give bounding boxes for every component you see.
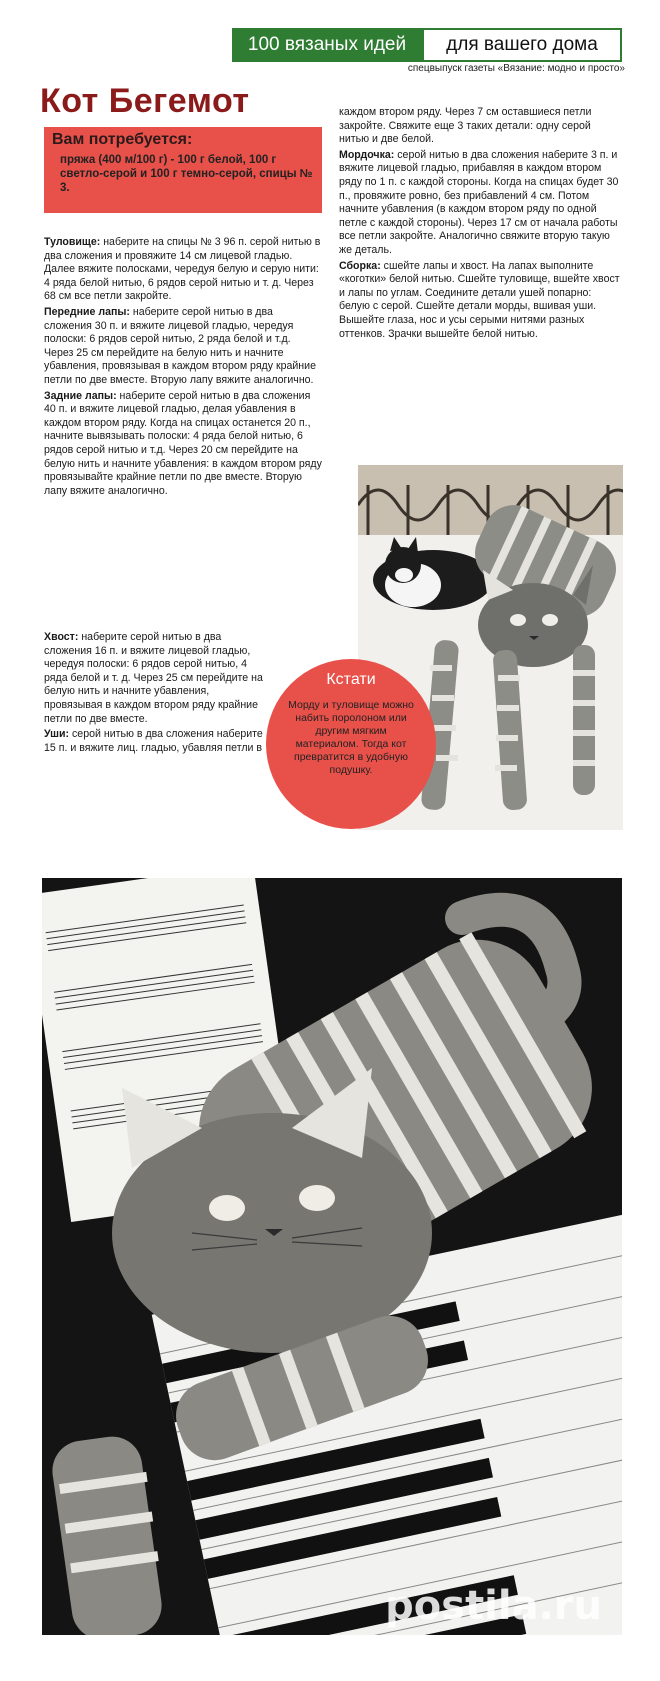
section-label: Задние лапы: [44,389,117,402]
section-label: Хвост: [44,631,79,643]
photo-knitted-cat-piano [42,878,622,1635]
section-label: Мордочка: [339,148,395,161]
banner-right: для вашего дома [422,28,622,62]
text-column-left-lower [44,631,266,757]
section-label: Уши: [44,728,70,741]
section-text: наберите серой нитью в два сложения 30 п. и вяжите лицевой гладью, чередуя полоски: 6 рядов серой нитью, 2 ряда белой и т.д. Через 25 см перейдите на белую нить и начните убавления, провязывая в каждом втором ряду крайние петли по две вместе. Вторую лапу вяжите аналогично. [44,305,316,386]
section-tail [44,631,266,726]
section-front-paws [44,306,322,388]
page-title: Кот Бегемот [40,82,250,120]
section-assembly [339,260,623,342]
text-column-right [339,106,623,343]
section-text: сшейте лапы и хвост. На лапах выполните «коготки» белой нитью. Сшейте туловище, вшейте хвост и лапы по углам. Соедините детали ушей попарно: белую с серой. Сшейте детали морды, вшивая уши. Вышейте глаза, нос и усы серыми нитями разных оттенков. Зрачки вышейте белой нитью. [339,259,620,340]
section-text: наберите серой нитью в два сложения 16 п. и вяжите лицевой гладью, чередуя полоски: 6 рядов серой нитью, 4 ряда белой и т. д. Через 25 см перейдите на белую нить и начните убавления, провязывая в каждом втором ряду крайние петли по две вместе. [44,631,263,725]
section-ears [44,728,266,755]
tip-text: Морду и туловище можно набить поролоном или другим мягким материалом. Тогда кот превратится в удобную подушку. [288,699,414,776]
materials-text: пряжа (400 м/100 г) - 100 г белой, 100 г светло-серой и 100 г темно-серой, спицы № 3. [60,154,313,194]
banner-left: 100 вязаных идей [232,28,422,62]
section-text: серой нитью в два сложения наберите 15 п. и вяжите лиц. гладью, убавляя петли в [44,728,263,754]
text-column-left [44,236,322,500]
section-text: наберите на спицы № 3 96 п. серой нитью в два сложения и провяжите 14 см лицевой гладью. Далее вяжите полосками, чередуя белую и серую нити: 4 ряда белой нитью, 6 рядов серой нитью и т. д. Через 68 см все петли закройте. [44,236,321,303]
section-label: Сборка: [339,259,381,272]
section-hind-paws [44,390,322,499]
watermark-postila: postila.ru [385,1583,602,1629]
materials-box [44,127,322,213]
materials-heading: Вам потребуется: [52,131,193,148]
section-text: каждом втором ряду. Через 7 см оставшиеся петли закройте. Свяжите еще 3 таких детали: одну серой нитью и две белой. [339,106,592,146]
tip-bubble [266,659,436,829]
section-label: Туловище: [44,236,101,248]
section-text: серой нитью в два сложения наберите 3 п. и вяжите лицевой гладью, прибавляя в каждом втором ряду по 1 п. с каждой стороны. Когда на спицах будет 30 п., провяжите ровно, без прибавлений 4 см. Потом начните убавления (в каждом втором ряду по одной петле с каждой стороны). Через 17 см от начала работы все петли закройте. Аналогично свяжите вторую такую же деталь. [339,148,619,256]
photo-piano-illustration [42,878,622,1635]
section-muzzle [339,149,623,258]
section-body [44,236,322,304]
section-ears-continued [339,106,623,147]
publication-subtitle: спецвыпуск газеты «Вязание: модно и просто» [407,63,625,74]
tip-title: Кстати [326,671,376,688]
section-text: наберите серой нитью в два сложения 40 п. и вяжите лицевой гладью, делая убавления в каждом втором ряду. Когда на спицах останется 20 п., начните вывязывать полоски: 4 ряда белой нитью, 6 рядов серой нитью и т.д. Через 20 см перейдите на белую нить и начните убавления: в каждом втором ряду провязывайте крайние петли по две вместе. Вторую лапу вяжите аналогично. [44,389,322,497]
section-label: Передние лапы: [44,305,130,318]
